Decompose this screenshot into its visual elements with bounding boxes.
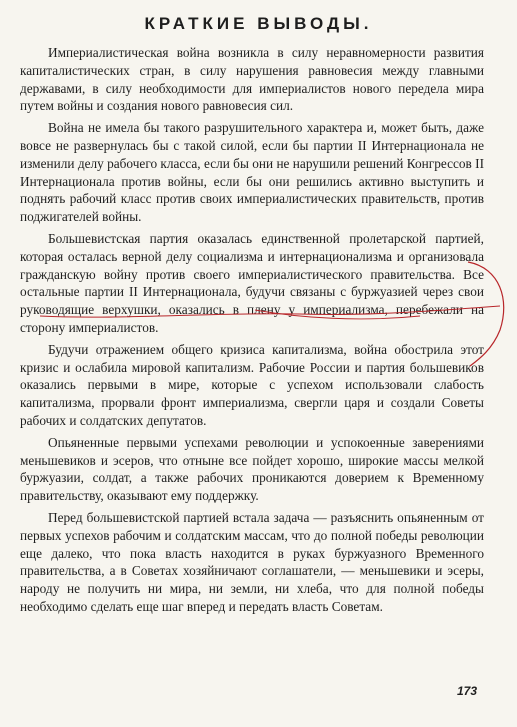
page-number: 173 bbox=[456, 684, 477, 698]
paragraph-2: Война не имела бы такого разрушительного характера и, может быть, даже вовсе не развернулась бы с такой силой, если бы партии II Интернационала не изменили делу рабочего класса, если бы они не нарушили решений Конгрессов II Интернационала против войны, если бы они решились активно выступить и поднять рабочий класс против своих империалистических правительств, против поджигателей войны. bbox=[20, 120, 484, 225]
body-text bbox=[20, 44, 484, 620]
section-title: КРАТКИЕ ВЫВОДЫ. bbox=[144, 14, 373, 33]
paragraph-5: Опьяненные первыми успехами революции и успокоенные заверениями меньшевиков и эсеров, что отныне все пойдет хорошо, широкие массы мелкой буржуазии, солдат, а также рабочих проникаются доверием к Временному правительству, оказывают ему поддержку. bbox=[20, 434, 484, 504]
paragraph-1: Империалистическая война возникла в силу неравномерности развития капиталистических стран, в силу нарушения равновесия между главными державами, в силу необходимости для империалистов нового передела мира путем войны и создания нового равновесия сил. bbox=[20, 45, 484, 114]
paragraph-6: Перед большевистской партией встала задача — разъяснить опьяненным от первых успехов рабочим и солдатским массам, что до полной победы революции еще далеко, что пока власть находится в руках буржуазного Временного правительства, а в Советах хозяйничают соглашатели, — меньшевики и эсеры, народу не получить ни мира, ни земли, ни хлеба, что для полной победы необходимо сделать еще шаг вперед и передать власть Советам. bbox=[20, 509, 484, 614]
paragraph-4: Будучи отражением общего кризиса капитализма, война обострила этот кризис и ослабила мировой капитализм. Рабочие России и партия большевиков оказались первыми в мире, которые с успехом использовали слабость капитализма, прорвали фронт империализма, свергли царя и создали Советы рабочих и солдатских депутатов. bbox=[20, 341, 484, 428]
paragraph-3: Большевистская партия оказалась единственной пролетарской партией, которая осталась верной делу социализма и интернационализма и организовала гражданскую войну против своего империалистического правительства. Все остальные партии II Интернационала, будучи связаны с буржуазией через свои руководящие верхушки, оказались в плену у империализма, перебежали на сторону империалистов. bbox=[20, 230, 484, 335]
